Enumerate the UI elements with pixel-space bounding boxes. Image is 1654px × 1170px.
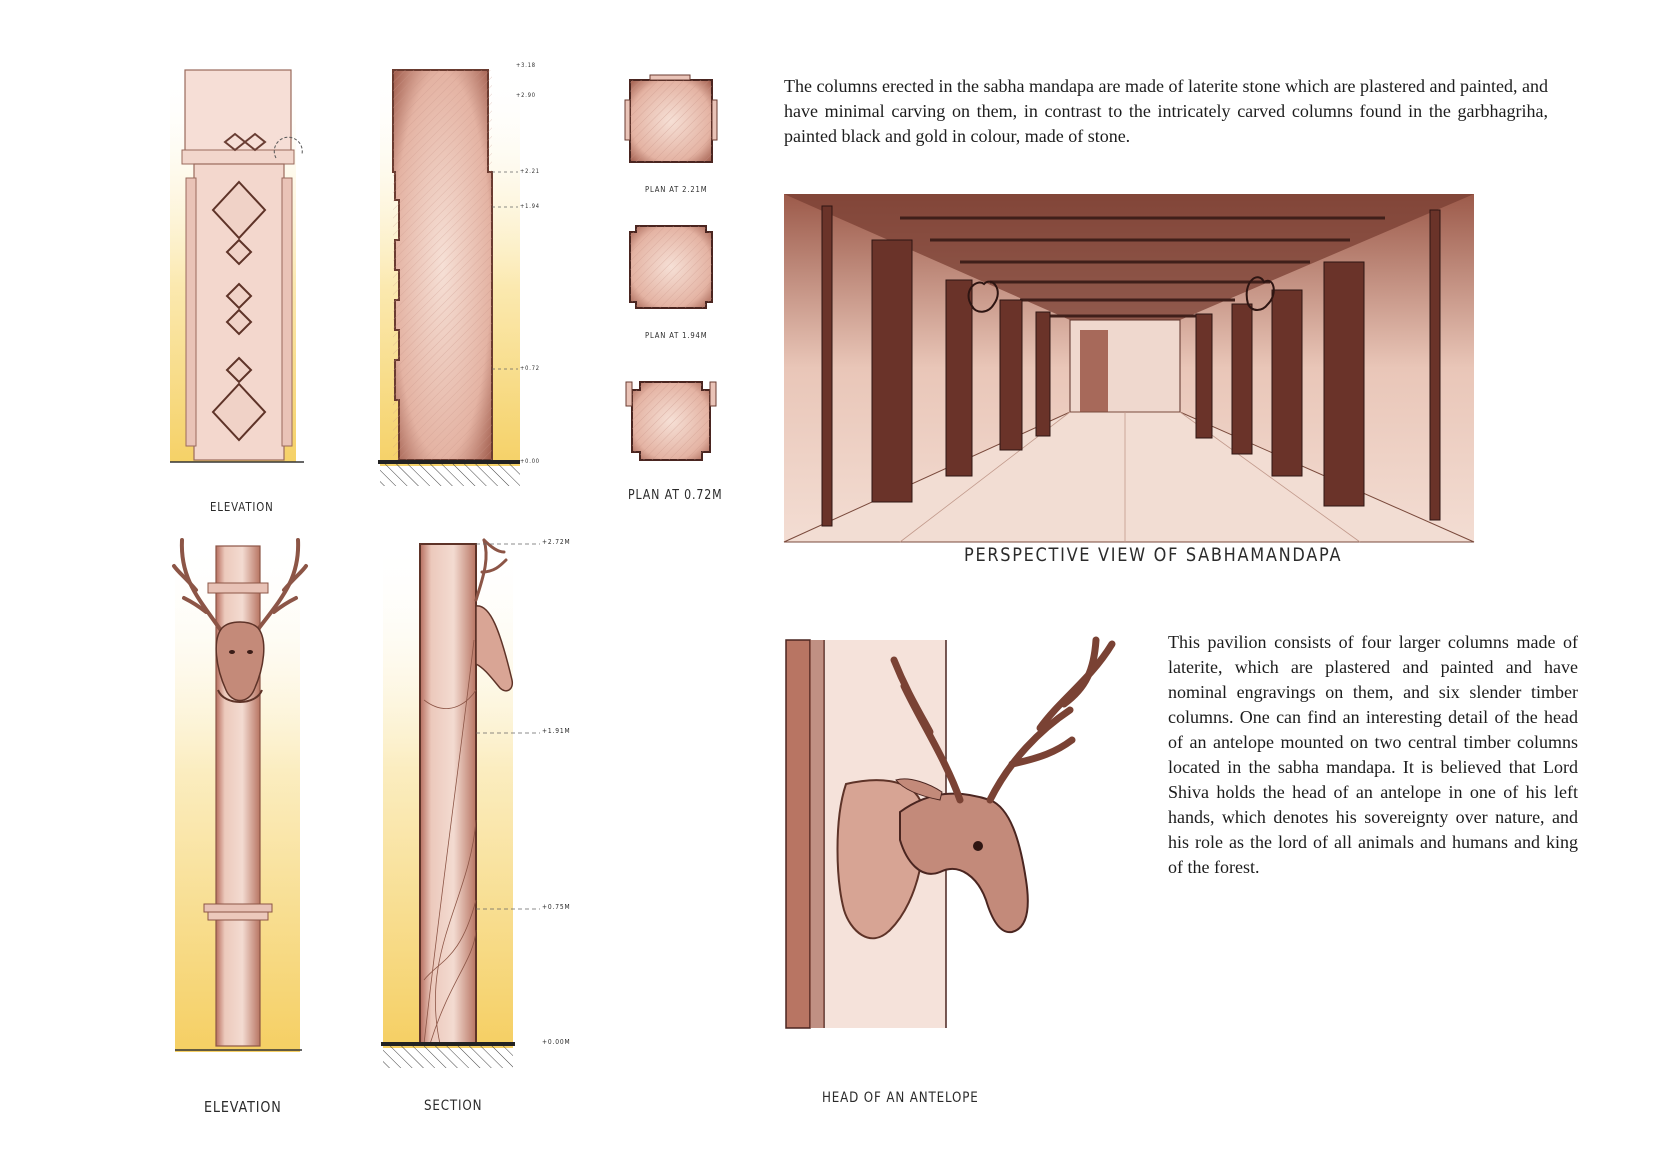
caption-elevation-top: ELEVATION bbox=[210, 500, 274, 514]
level-top-5: +0.72 bbox=[520, 365, 540, 372]
level-bottom-2: +1.91M bbox=[542, 727, 571, 735]
level-top-6: +0.00 bbox=[520, 458, 540, 465]
level-top-4: +1.94 bbox=[520, 203, 540, 210]
caption-section-bottom: SECTION bbox=[424, 1098, 483, 1114]
caption-plan-1: PLAN AT 2.21M bbox=[645, 185, 708, 194]
caption-elevation-bottom: ELEVATION bbox=[204, 1098, 282, 1116]
plan-2-drawing bbox=[630, 226, 712, 308]
level-top-2: +2.90 bbox=[516, 92, 536, 99]
level-top-1: +3.18 bbox=[516, 62, 536, 69]
section-bottom-drawing bbox=[381, 540, 540, 1068]
level-bottom-3: +0.75M bbox=[542, 903, 571, 911]
columns-paragraph: The columns erected in the sabha mandapa are made of laterite stone which are plastered and painted, and have minimal carving on them, in contrast to the intricately carved columns found in the garbhagriha, painted black and gold in colour, made of stone. bbox=[784, 76, 1548, 146]
level-bottom-1: +2.72M bbox=[542, 538, 571, 546]
caption-antelope: HEAD OF AN ANTELOPE bbox=[822, 1090, 979, 1106]
section-top-drawing bbox=[378, 66, 520, 486]
caption-plan-2: PLAN AT 1.94M bbox=[645, 331, 708, 340]
caption-perspective: PERSPECTIVE VIEW OF SABHAMANDAPA bbox=[964, 544, 1343, 566]
pavilion-paragraph: This pavilion consists of four larger columns made of laterite, which are plastered and painted and have nominal engravings on them, and six slender timber columns. One can find an interesting detail of the head of an antelope mounted on two central timber columns located in the sabha mandapa. It is believed that Lord Shiva holds the head of an antelope in one of his left hands, which denotes his sovereignty over nature, and his role as the lord of all animals and humans and king of the forest. bbox=[1168, 632, 1578, 877]
antelope-head-drawing bbox=[786, 640, 1112, 1028]
perspective-view-drawing bbox=[784, 194, 1474, 542]
plan-3-drawing bbox=[626, 382, 716, 460]
level-bottom-4: +0.00M bbox=[542, 1038, 571, 1046]
caption-plan-3: PLAN AT 0.72M bbox=[628, 488, 723, 503]
elevation-top-drawing bbox=[170, 66, 304, 462]
elevation-bottom-drawing bbox=[174, 540, 306, 1052]
level-top-3: +2.21 bbox=[520, 168, 540, 175]
plan-1-drawing bbox=[625, 75, 717, 162]
